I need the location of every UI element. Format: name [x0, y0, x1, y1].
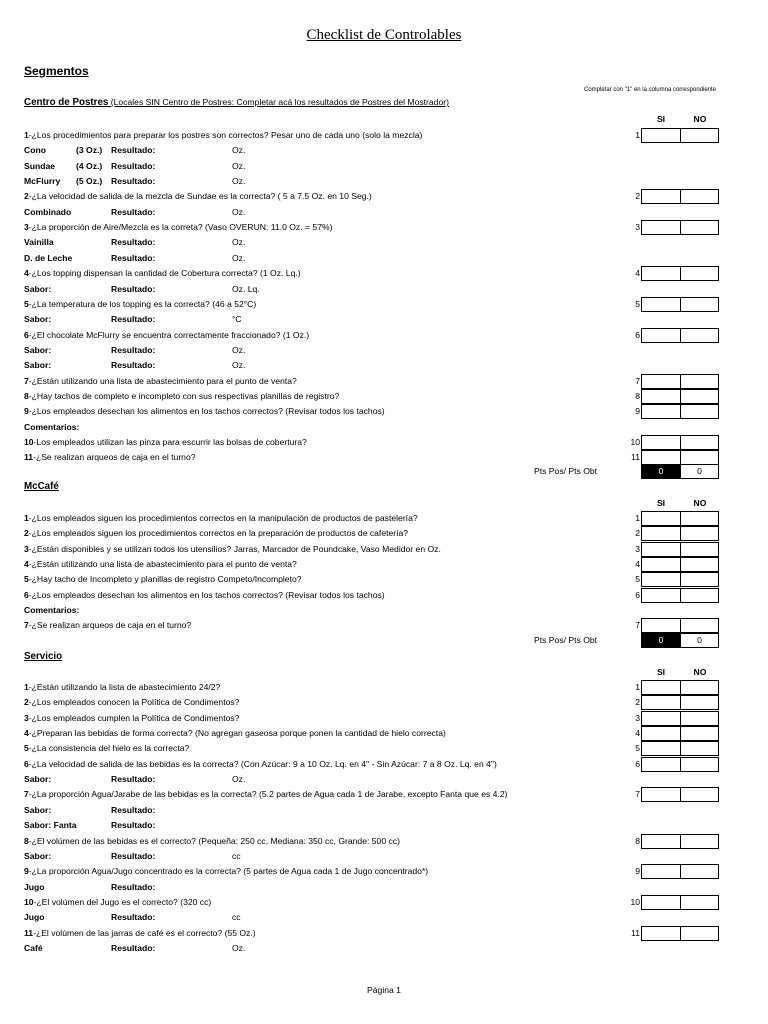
points-label: Pts Pos/ Pts Obt [534, 635, 598, 645]
question-text [24, 759, 497, 769]
question-number: 7 [24, 376, 29, 386]
row-number: 1 [635, 682, 640, 692]
result-label: Resultado: [111, 882, 156, 892]
question-label: -¿Se realizan arqueos de caja en el turno? [33, 452, 196, 462]
row-number: 3 [635, 222, 640, 232]
question-label: -¿La proporción Agua/Jarabe de las bebidas es la correcta? (5.2 partes de Agua cada 1 de Jarabe, excepto Fanta que es 4.2) [28, 789, 508, 799]
question-number: 4 [24, 728, 29, 738]
si-checkbox[interactable] [641, 864, 681, 879]
result-label: Resultado: [111, 943, 156, 953]
question-text [24, 897, 211, 907]
question-number: 4 [24, 268, 29, 278]
points-obtained-value: 0 [697, 635, 702, 645]
instructions-note: Completar con "1" en la columna correspondiente [584, 87, 716, 93]
points-positive [641, 464, 681, 479]
question-number: 8 [24, 836, 29, 846]
row-number: 5 [635, 574, 640, 584]
question-label: -¿Los empleados siguen los procedimientos correctos en la preparación de productos de cafetería? [28, 528, 409, 538]
no-checkbox[interactable] [680, 220, 719, 235]
no-checkbox[interactable] [680, 128, 719, 143]
si-checkbox[interactable] [641, 695, 681, 710]
no-checkbox[interactable] [680, 511, 719, 526]
row-number: 5 [635, 299, 640, 309]
row-number: 9 [635, 406, 640, 416]
si-checkbox[interactable] [641, 404, 681, 419]
no-checkbox[interactable] [680, 572, 719, 587]
question-number: 3 [24, 713, 29, 723]
item-label: Sabor: [24, 284, 52, 294]
no-checkbox[interactable] [680, 389, 719, 404]
column-header-si: SI [656, 667, 666, 677]
points-obtained-value: 0 [697, 466, 702, 476]
result-label: Resultado: [111, 314, 156, 324]
row-number: 6 [635, 759, 640, 769]
question-text [24, 452, 196, 462]
row-number: 4 [635, 268, 640, 278]
points-positive-value: 0 [658, 635, 664, 645]
si-checkbox[interactable] [641, 926, 681, 941]
question-label: -¿Los empleados cumplen la Política de Condimentos? [28, 713, 240, 723]
item-label: Cono [24, 145, 46, 155]
question-number: 3 [24, 222, 29, 232]
question-number: 7 [24, 789, 29, 799]
no-checkbox[interactable] [680, 266, 719, 281]
points-label: Pts Pos/ Pts Obt [534, 466, 598, 476]
no-checkbox[interactable] [680, 189, 719, 204]
question-label: -¿La velocidad de salida de la mezcla de Sundae es la correcta? ( 5 a 7.5 Oz. en 10 Seg.) [28, 191, 372, 201]
question-number: 10 [24, 437, 34, 447]
no-checkbox[interactable] [680, 757, 719, 772]
page-footer: Página 1 [367, 985, 401, 995]
no-checkbox[interactable] [680, 864, 719, 879]
item-size: (4 Oz.) [76, 161, 103, 171]
si-checkbox[interactable] [641, 526, 681, 541]
no-checkbox[interactable] [680, 588, 719, 603]
page-title: Checklist de Controlables [306, 27, 462, 43]
question-text [24, 620, 191, 630]
question-label: -¿Están utilizando la lista de abastecimiento 24/2? [28, 682, 221, 692]
question-number: 1 [24, 130, 29, 140]
question-text [24, 743, 189, 753]
question-number: 9 [24, 406, 29, 416]
question-number: 6 [24, 590, 29, 600]
no-checkbox[interactable] [680, 328, 719, 343]
no-checkbox[interactable] [680, 618, 719, 633]
question-text [24, 268, 301, 278]
question-text [24, 330, 309, 340]
item-label: Sundae [24, 161, 56, 171]
row-number: 11 [631, 452, 640, 462]
question-number: 5 [24, 574, 29, 584]
no-checkbox[interactable] [680, 695, 719, 710]
item-size: (5 Oz.) [76, 176, 103, 186]
si-checkbox[interactable] [641, 220, 681, 235]
row-number: 8 [635, 391, 640, 401]
si-checkbox[interactable] [641, 297, 681, 312]
no-checkbox[interactable] [680, 542, 719, 557]
no-checkbox[interactable] [680, 787, 719, 802]
si-checkbox[interactable] [641, 680, 681, 695]
result-unit: Oz. [232, 176, 246, 186]
question-text [24, 836, 400, 846]
si-checkbox[interactable] [641, 511, 681, 526]
item-label: Sabor: [24, 345, 52, 355]
si-checkbox[interactable] [641, 741, 681, 756]
column-header-si: SI [656, 498, 666, 508]
question-text [24, 559, 297, 569]
question-label: -Los empleados utilizan las pinza para escurrir las bolsas de cobertura? [33, 437, 307, 447]
row-number: 7 [635, 620, 640, 630]
si-checkbox[interactable] [641, 618, 681, 633]
question-text [24, 728, 446, 738]
question-label: -¿La proporción de Aire/Mezcla es la correta? (Vaso OVERUN: 11.0 Oz. = 57%) [28, 222, 333, 232]
no-checkbox[interactable] [680, 526, 719, 541]
question-label: -¿El chocolate McFlurry se encuentra correctamente fraccionado? (1 Oz.) [28, 330, 310, 340]
question-number: 11 [24, 452, 34, 462]
result-label: Resultado: [111, 805, 156, 815]
item-label: Jugo [24, 912, 45, 922]
question-label: -¿Los empleados desechan los alimentos en los tachos correctos? (Revisar todos los tachos) [28, 590, 385, 600]
result-unit: Oz. [232, 237, 246, 247]
question-text [24, 513, 418, 523]
no-checkbox[interactable] [680, 741, 719, 756]
result-unit: Oz. [232, 253, 246, 263]
question-label: -¿Están utilizando una lista de abastecimiento para el punto de venta? [28, 376, 297, 386]
row-number: 4 [635, 728, 640, 738]
question-label: -¿Los procedimientos para preparar los postres son correctos? Pesar uno de cada uno (solo la mezcla) [28, 130, 423, 140]
question-label: -¿La consistencia del hielo es la correcta? [28, 743, 190, 753]
result-label: Resultado: [111, 207, 156, 217]
question-text [24, 713, 239, 723]
points-obtained [680, 633, 719, 648]
row-number: 6 [635, 330, 640, 340]
si-checkbox[interactable] [641, 450, 681, 465]
row-number: 8 [635, 836, 640, 846]
no-checkbox[interactable] [680, 557, 719, 572]
question-number: 2 [24, 697, 29, 707]
question-label: -¿Están disponibles y se utilizan todos los utensilios? Jarras, Marcador de Poundcake, Vaso Medidor en Oz. [28, 544, 441, 554]
row-number: 4 [635, 559, 640, 569]
question-number: 1 [24, 682, 29, 692]
question-text [24, 130, 422, 140]
question-number: 6 [24, 330, 29, 340]
question-label: -¿Hay tachos de completo e incompleto con sus respectivas planillas de registro? [28, 391, 340, 401]
no-checkbox[interactable] [680, 926, 719, 941]
item-label: D. de Leche [24, 253, 73, 263]
question-text [24, 222, 332, 232]
question-text [24, 866, 428, 876]
item-label: McFlurry [24, 176, 61, 186]
si-checkbox[interactable] [641, 588, 681, 603]
question-text [24, 682, 220, 692]
column-header-si: SI [656, 114, 666, 124]
si-checkbox[interactable] [641, 572, 681, 587]
question-number: 2 [24, 191, 29, 201]
result-label: Resultado: [111, 912, 156, 922]
item-label: Sabor: [24, 314, 52, 324]
result-unit: Oz. [232, 145, 246, 155]
question-label: -¿La temperatura de los topping es la correcta? (46 a 52°C) [28, 299, 257, 309]
item-label: Sabor: [24, 805, 52, 815]
item-label: Sabor: Fanta [24, 820, 77, 830]
si-checkbox[interactable] [641, 389, 681, 404]
no-checkbox[interactable] [680, 297, 719, 312]
points-obtained [680, 464, 719, 479]
result-label: Resultado: [111, 176, 156, 186]
question-label: -¿Están utilizando una lista de abastecimiento para el punto de venta? [28, 559, 297, 569]
row-number: 1 [635, 130, 640, 140]
segments-heading: Segmentos [24, 64, 89, 78]
si-checkbox[interactable] [641, 726, 681, 741]
result-unit: Oz. [232, 943, 246, 953]
question-text [24, 590, 385, 600]
row-number: 2 [635, 697, 640, 707]
result-unit: Oz. [232, 360, 246, 370]
section-heading: Centro de Postres (Locales SIN Centro de Postres: Completar acá los resultados de Postres del Mostrador) [24, 97, 449, 108]
question-number: 5 [24, 299, 29, 309]
question-text [24, 299, 256, 309]
si-checkbox[interactable] [641, 128, 681, 143]
question-label: -¿Los empleados desechan los alimentos en los tachos correctos? (Revisar todos los tachos) [28, 406, 385, 416]
question-text [24, 391, 339, 401]
si-checkbox[interactable] [641, 374, 681, 389]
si-checkbox[interactable] [641, 189, 681, 204]
item-label: Comentarios: [24, 605, 80, 615]
si-checkbox[interactable] [641, 787, 681, 802]
no-checkbox[interactable] [680, 680, 719, 695]
item-label: Jugo [24, 882, 45, 892]
question-label: -¿Los empleados conocen la Política de Condimentos? [28, 697, 240, 707]
result-unit: Oz. [232, 207, 246, 217]
no-checkbox[interactable] [680, 450, 719, 465]
row-number: 6 [635, 590, 640, 600]
no-checkbox[interactable] [680, 895, 719, 910]
result-unit: Oz. Lq. [232, 284, 260, 294]
result-unit: cc [232, 912, 241, 922]
result-label: Resultado: [111, 237, 156, 247]
section-heading: McCafé [24, 481, 59, 492]
question-label: -¿El volúmen de las bebidas es el correcto? (Pequeña: 250 cc, Mediana: 350 cc, Grande: 500 cc) [28, 836, 400, 846]
question-number: 3 [24, 544, 29, 554]
row-number: 7 [635, 376, 640, 386]
question-number: 1 [24, 513, 29, 523]
si-checkbox[interactable] [641, 542, 681, 557]
question-text [24, 437, 307, 447]
item-label: Comentarios: [24, 422, 80, 432]
no-checkbox[interactable] [680, 834, 719, 849]
row-number: 2 [635, 191, 640, 201]
row-number: 7 [635, 789, 640, 799]
no-checkbox[interactable] [680, 404, 719, 419]
si-checkbox[interactable] [641, 266, 681, 281]
result-label: Resultado: [111, 820, 156, 830]
points-positive-value: 0 [658, 466, 664, 476]
si-checkbox[interactable] [641, 435, 681, 450]
si-checkbox[interactable] [641, 834, 681, 849]
result-unit: Oz. [232, 161, 246, 171]
question-text [24, 544, 441, 554]
item-size: (3 Oz.) [76, 145, 103, 155]
question-text [24, 376, 297, 386]
item-label: Sabor: [24, 851, 52, 861]
row-number: 2 [635, 528, 640, 538]
si-checkbox[interactable] [641, 895, 681, 910]
row-number: 3 [635, 713, 640, 723]
question-label: -¿Se realizan arqueos de caja en el turno? [28, 620, 192, 630]
result-unit: cc [232, 851, 241, 861]
question-label: -¿Los empleados siguen los procedimientos correctos en la manipulación de productos de pastelería? [28, 513, 418, 523]
question-label: -¿El volúmen del Jugo es el correcto? (320 cc) [33, 897, 212, 907]
item-label: Sabor: [24, 774, 52, 784]
row-number: 5 [635, 743, 640, 753]
si-checkbox[interactable] [641, 757, 681, 772]
result-unit: Oz. [232, 345, 246, 355]
result-label: Resultado: [111, 360, 156, 370]
result-unit: °C [232, 314, 242, 324]
question-number: 2 [24, 528, 29, 538]
question-number: 9 [24, 866, 29, 876]
question-number: 8 [24, 391, 29, 401]
result-label: Resultado: [111, 161, 156, 171]
si-checkbox[interactable] [641, 711, 681, 726]
section-subheading: (Locales SIN Centro de Postres: Completar acá los resultados de Postres del Mostrador) [108, 97, 449, 107]
row-number: 1 [635, 513, 640, 523]
section-heading: Servicio [24, 651, 63, 662]
no-checkbox[interactable] [680, 726, 719, 741]
item-label: Vainilla [24, 237, 54, 247]
question-text [24, 528, 408, 538]
row-number: 3 [635, 544, 640, 554]
row-number: 10 [630, 437, 640, 447]
item-label: Café [24, 943, 43, 953]
result-label: Resultado: [111, 774, 156, 784]
question-number: 4 [24, 559, 29, 569]
result-unit: Oz. [232, 774, 246, 784]
question-label: -¿Los topping dispensan la cantidad de Cobertura correcta? (1 Oz. Lq.) [28, 268, 301, 278]
row-number: 10 [630, 897, 640, 907]
question-label: -¿La velocidad de salida de las bebidas es la correcta? (Con Azúcar: 9 a 10 Oz. Lq. en 4" - Sin Azúcar: 7 a 8 Oz. Lq. en 4") [28, 759, 497, 769]
result-label: Resultado: [111, 145, 156, 155]
result-label: Resultado: [111, 851, 156, 861]
question-text [24, 789, 507, 799]
result-label: Resultado: [111, 284, 156, 294]
question-text [24, 574, 302, 584]
question-text [24, 191, 372, 201]
item-label: Sabor: [24, 360, 52, 370]
question-label: -¿El volúmen de las jarras de café es el correcto? (55 Oz.) [33, 928, 256, 938]
result-label: Resultado: [111, 345, 156, 355]
question-text [24, 697, 239, 707]
column-header-no: NO [693, 667, 707, 677]
row-number: 11 [631, 928, 640, 938]
question-number: 6 [24, 759, 29, 769]
no-checkbox[interactable] [680, 711, 719, 726]
question-text [24, 406, 385, 416]
si-checkbox[interactable] [641, 328, 681, 343]
column-header-no: NO [693, 114, 707, 124]
question-number: 10 [24, 897, 34, 907]
question-label: -¿Hay tacho de Incompleto y planillas de registro Competo/Incompleto? [28, 574, 302, 584]
row-number: 9 [635, 866, 640, 876]
question-label: -¿La proporción Agua/Jugo concentrado es la correcta? (5 partes de Agua cada 1 de Jugo concentrado*) [28, 866, 429, 876]
question-number: 11 [24, 928, 34, 938]
question-label: -¿Preparan las bebidas de forma correcta? (No agregan gaseosa porque ponen la cantidad de hielo correcta) [28, 728, 446, 738]
item-label: Combinado [24, 207, 72, 217]
no-checkbox[interactable] [680, 435, 719, 450]
points-positive [641, 633, 681, 648]
question-number: 7 [24, 620, 29, 630]
result-label: Resultado: [111, 253, 156, 263]
question-number: 5 [24, 743, 29, 753]
si-checkbox[interactable] [641, 557, 681, 572]
no-checkbox[interactable] [680, 374, 719, 389]
column-header-no: NO [693, 498, 707, 508]
question-text [24, 928, 256, 938]
